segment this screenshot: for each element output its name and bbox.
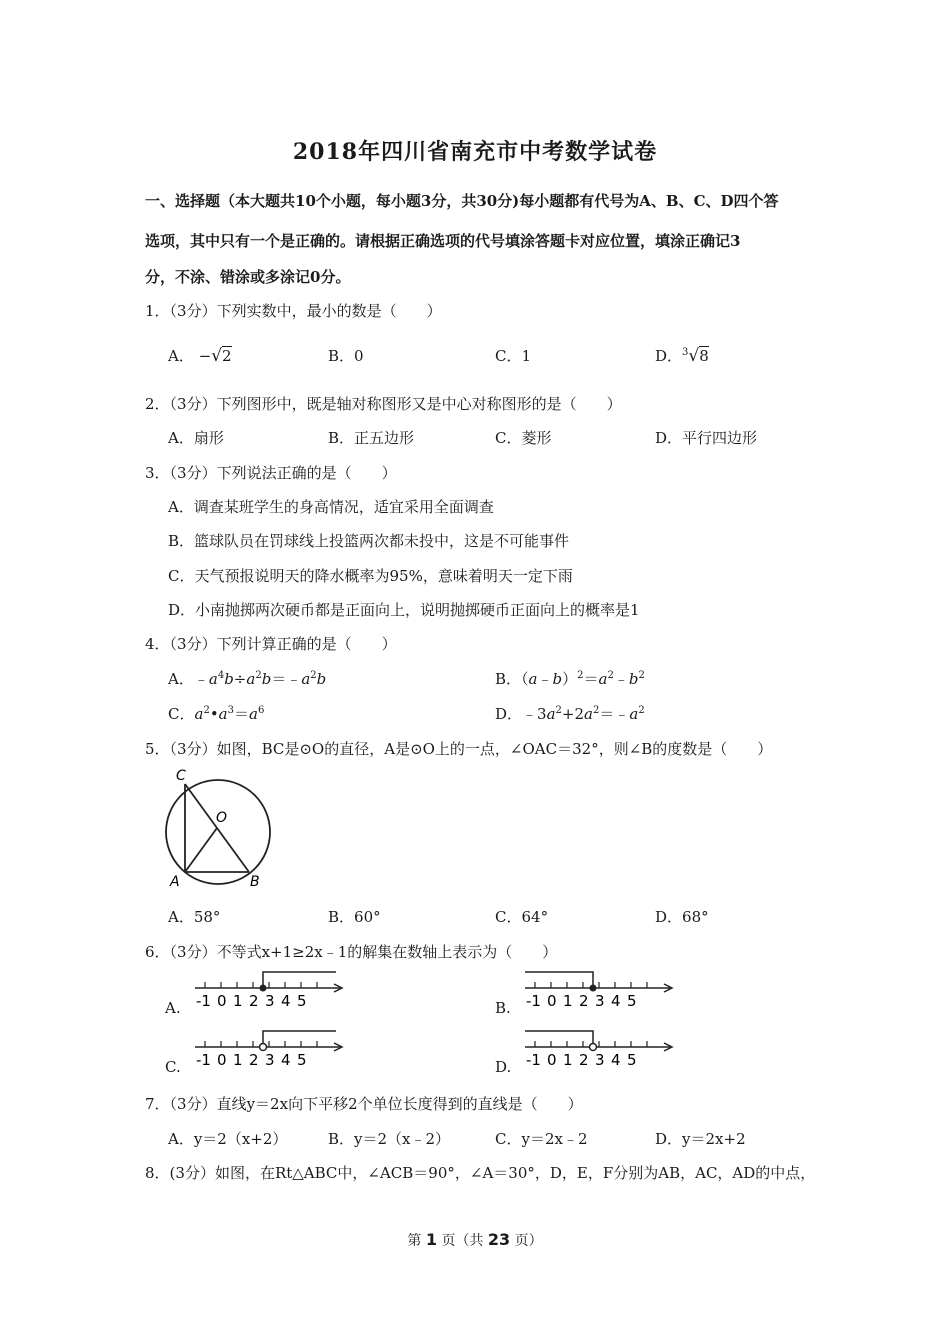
question-4-option-b: B．$(a﹣b)^2=a^2﹣b^2$ bbox=[495, 670, 645, 688]
number-line-c bbox=[190, 1027, 350, 1069]
radicand: 2 bbox=[222, 347, 232, 365]
tick-label: 2 bbox=[579, 1051, 589, 1069]
tick-label: 2 bbox=[579, 992, 589, 1010]
label-c: C bbox=[176, 768, 186, 784]
label-b: B bbox=[250, 874, 260, 890]
tick-label: 5 bbox=[627, 1051, 637, 1069]
question-4-option-a: A．$﹣a^4b\div a^2b=﹣a^2b$ bbox=[168, 670, 327, 688]
tick-label: 3 bbox=[265, 992, 275, 1010]
question-1-option-b: B．0 bbox=[328, 347, 364, 365]
section-heading-line2: 选项，其中只有一个是正确的。请根据正确选项的代号填涂答题卡对应位置，填涂正确记3 bbox=[145, 232, 741, 250]
option-label: D． bbox=[495, 705, 523, 723]
segment-ao bbox=[185, 828, 217, 872]
option-a-sign: − bbox=[198, 347, 212, 365]
footer-suffix: 页） bbox=[514, 1233, 543, 1249]
tick-label: 4 bbox=[281, 1051, 291, 1069]
option-label: A． bbox=[168, 347, 194, 365]
tick-labels bbox=[196, 992, 307, 1010]
tick-labels bbox=[526, 992, 637, 1010]
root-index: 3 bbox=[682, 347, 689, 358]
question-7-option-d: D．y＝2x+2 bbox=[655, 1130, 746, 1148]
solution-ray bbox=[263, 1031, 336, 1043]
question-7-option-a: A．y＝2（x+2） bbox=[168, 1130, 288, 1148]
tick-label: 5 bbox=[297, 992, 307, 1010]
question-1-option-c: C．1 bbox=[495, 347, 532, 365]
closed-point bbox=[590, 985, 597, 992]
solution-ray bbox=[263, 972, 336, 988]
tick-label: -1 bbox=[526, 992, 541, 1010]
question-5-stem: 5．（3分）如图，BC是⊙O的直径，A是⊙O上的一点，∠OAC＝32°，则∠B的度数是（ ） bbox=[145, 740, 773, 758]
circle-figure bbox=[160, 762, 285, 890]
question-5-option-c: C．64° bbox=[495, 908, 549, 926]
tick-label: -1 bbox=[526, 1051, 541, 1069]
total-pages: 23 bbox=[487, 1230, 511, 1249]
question-2-option-a: A．扇形 bbox=[168, 429, 224, 447]
tick-label: 0 bbox=[547, 1051, 557, 1069]
tick-label: 1 bbox=[233, 992, 243, 1010]
question-6-option-a-label: A. bbox=[165, 999, 181, 1017]
question-3-option-c: C．天气预报说明天的降水概率为95%，意味着明天一定下雨 bbox=[168, 567, 573, 585]
tick-label: 3 bbox=[265, 1051, 275, 1069]
question-6-stem: 6．（3分）不等式x+1≥2x﹣1的解集在数轴上表示为（ ） bbox=[145, 943, 558, 961]
question-4-option-d: D．$﹣3a^2+2a^2=﹣a^2$ bbox=[495, 705, 645, 723]
question-4-stem: 4．（3分）下列计算正确的是（ ） bbox=[145, 635, 397, 653]
number-line-a bbox=[190, 968, 350, 1010]
question-3-option-a: A．调查某班学生的身高情况，适宜采用全面调查 bbox=[168, 498, 494, 516]
tick-label: 2 bbox=[249, 1051, 259, 1069]
section-heading-line3: 分，不涂、错涂或多涂记0分。 bbox=[145, 268, 351, 286]
label-a: A bbox=[170, 874, 180, 890]
question-1-option-d bbox=[655, 345, 709, 366]
cbrt-symbol: √ bbox=[688, 346, 700, 366]
open-point bbox=[590, 1044, 597, 1051]
tick-label: 0 bbox=[217, 1051, 227, 1069]
tick-label: 5 bbox=[297, 1051, 307, 1069]
circle-o bbox=[166, 780, 270, 884]
open-point bbox=[260, 1044, 267, 1051]
question-4-option-c: C．$a^2•a^3=a^6$ bbox=[168, 705, 265, 723]
tick-label: 3 bbox=[595, 992, 605, 1010]
question-2-option-b: B．正五边形 bbox=[328, 429, 415, 447]
tick-label: 1 bbox=[563, 1051, 573, 1069]
question-2-option-c: C．菱形 bbox=[495, 429, 552, 447]
tick-label: 5 bbox=[627, 992, 637, 1010]
number-line-d bbox=[520, 1027, 680, 1069]
option-label: B． bbox=[495, 670, 522, 688]
section-heading-line1: 一、选择题（本大题共10个小题，每小题3分，共30分)每小题都有代号为A、B、C、D四个答 bbox=[145, 192, 779, 210]
question-6-option-d-label: D. bbox=[495, 1058, 512, 1076]
question-7-option-c: C．y＝2x﹣2 bbox=[495, 1130, 588, 1148]
footer-middle: 页（共 bbox=[441, 1233, 484, 1249]
question-6-option-b-label: B. bbox=[495, 999, 511, 1017]
tick-label: 3 bbox=[595, 1051, 605, 1069]
tick-label: 4 bbox=[611, 1051, 621, 1069]
tick-label: 4 bbox=[281, 992, 291, 1010]
number-line-b bbox=[520, 968, 680, 1010]
closed-point bbox=[260, 985, 267, 992]
radicand: 8 bbox=[699, 347, 709, 365]
tick-label: 1 bbox=[563, 992, 573, 1010]
question-3-stem: 3．（3分）下列说法正确的是（ ） bbox=[145, 464, 397, 482]
question-5-option-a: A．58° bbox=[168, 908, 221, 926]
question-5-option-b: B．60° bbox=[328, 908, 381, 926]
page-number: 1 bbox=[425, 1230, 437, 1249]
question-1-stem: 1．（3分）下列实数中，最小的数是（ ） bbox=[145, 302, 442, 320]
page-title: 2018年四川省南充市中考数学试卷 bbox=[292, 139, 658, 165]
footer-prefix: 第 bbox=[407, 1233, 422, 1249]
tick-label: 1 bbox=[233, 1051, 243, 1069]
question-2-option-d: D．平行四边形 bbox=[655, 429, 758, 447]
tick-label: 0 bbox=[547, 992, 557, 1010]
question-3-option-d: D．小南抛掷两次硬币都是正面向上，说明抛掷硬币正面向上的概率是1 bbox=[168, 601, 640, 619]
tick-labels bbox=[196, 1051, 307, 1069]
option-label: A． bbox=[168, 670, 194, 688]
option-label: D． bbox=[655, 347, 683, 365]
question-8-stem: 8．(3分）如图，在Rt△ABC中，∠ACB＝90°，∠A＝30°，D，E，F分别为AB，AC，AD的中点， bbox=[145, 1164, 816, 1182]
page-footer bbox=[0, 1230, 950, 1250]
question-1-option-a bbox=[168, 345, 232, 366]
option-label: C． bbox=[168, 705, 195, 723]
tick-labels bbox=[526, 1051, 637, 1069]
tick-label: -1 bbox=[196, 1051, 211, 1069]
tick-label: 0 bbox=[217, 992, 227, 1010]
question-2-stem: 2．（3分）下列图形中，既是轴对称图形又是中心对称图形的是（ ） bbox=[145, 395, 622, 413]
sqrt-symbol: √ bbox=[211, 346, 223, 366]
question-7-option-b: B．y＝2（x﹣2） bbox=[328, 1130, 451, 1148]
tick-label: 2 bbox=[249, 992, 259, 1010]
question-3-option-b: B．篮球队员在罚球线上投篮两次都未投中，这是不可能事件 bbox=[168, 532, 570, 550]
question-7-stem: 7．（3分）直线y＝2x向下平移2个单位长度得到的直线是（ ） bbox=[145, 1095, 583, 1113]
tick-label: -1 bbox=[196, 992, 211, 1010]
question-6-option-c-label: C. bbox=[165, 1058, 181, 1076]
tick-label: 4 bbox=[611, 992, 621, 1010]
label-o: O bbox=[216, 810, 228, 826]
question-5-option-d: D．68° bbox=[655, 908, 709, 926]
